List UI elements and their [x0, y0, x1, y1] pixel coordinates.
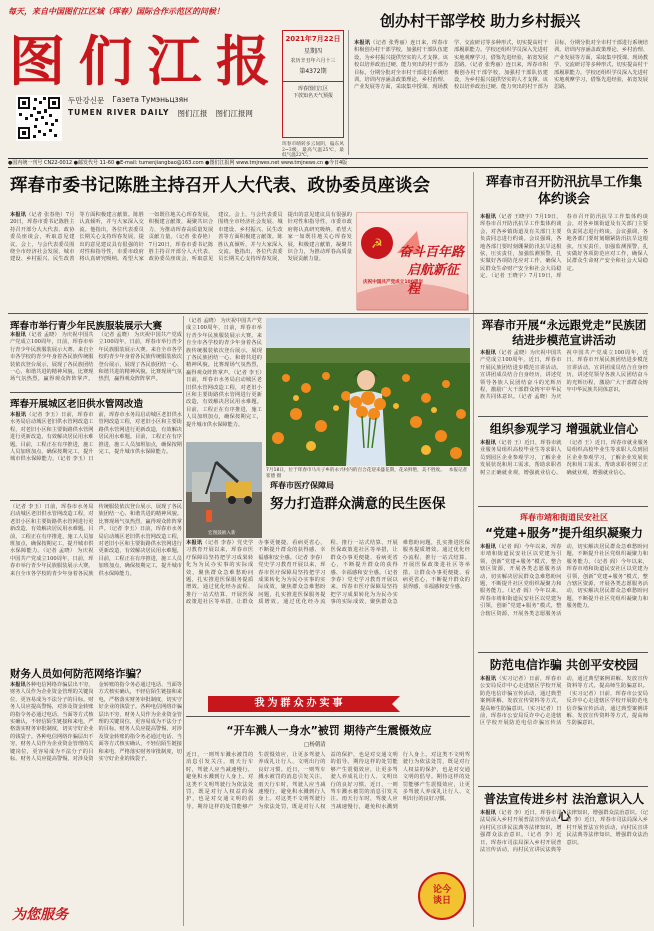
center-headline: 努力打造群众满意的民生医保: [270, 496, 446, 512]
sub-cn2: 图们江报网: [215, 109, 253, 118]
title-char: 报: [215, 29, 270, 93]
water-pipe-body: 本报讯（记者 李玉）日前，珲春市水务局启动城区老旧供水管网改造工程，对老旧小区和主要街路供水管网进行更新改造，有效解决居民用水难题。目前，工程正在有序推进，施工人员加班加点，确保按期完工，提升城市供水保障能力。（记者 李玉）日前，珲春市水务局启动城区老旧供水管网改造工程，对老旧小区和主要街路供水管网进行更新改造，有效解决居民用水难题。目前，工程正在有序推进，施工人员加班加点，确保按期完工，提升城市供水保障能力。: [10, 412, 182, 463]
commentary-stamp: 论今谈日: [418, 872, 466, 920]
finance-headline: 财务人员如何防范网络诈骗？: [10, 668, 147, 680]
masthead-title: [10, 30, 270, 92]
right1-body: 本报讯（记者 王晓宇）7月19日，珲春市召开防汛抗旱工作集体约谈会，对各乡镇街道及有关部门主要负责同志进行约谈。会议强调，各地各部门要时刻绷紧防汛抗旱这根弦，压实责任，加强监测预警，扎实做好各项防范应对工作，确保人民群众生命财产安全和社会大局稳定。（记者 王晓宇）7月19日，珲春市召开防汛抗旱工作集体约谈会，对各乡镇街道及有关部门主要负责同志进行约谈。会议强调，各地各部门要时刻绷紧防汛抗旱这根弦，压实责任，加强监测预警，扎实做好各项防范应对工作，确保人民群众生命财产安全和社会大局稳定。: [480, 214, 648, 280]
issue-date: 2021年7月22日: [285, 35, 341, 43]
right6-body: 本报讯（记者 李）近日，珲春市司法局深入乡村开展普法宣传活动，向村民宣讲民法典等法律知识，增强群众法治意识。（记者 李）近日，珲春市司法局深入乡村开展普法宣传活动，向村民宣讲民法典等法律知识，增强群众法治意识。（记者 李）近日，珲春市司法局深入乡村开展普法宣传活动，向村民宣讲民法典等法律知识，增强群众法治意识。: [480, 810, 648, 854]
date-block: [282, 30, 344, 138]
sub-en: TUMEN RIVER DAILY: [68, 108, 170, 117]
right5-body: 本报讯（实习记者）日前，珲春市公安局反诈中心走进辖区学校开展防范电信诈骗宣传活动，通过典型案例讲解、发放宣传资料等方式，提高师生防骗意识。（实习记者）日前，珲春市公安局反诈中心走进辖区学校开展防范电信诈骗宣传活动，通过典型案例讲解、发放宣传资料等方式，提高师生防骗意识。（实习记者）日前，珲春市公安局反诈中心走进辖区学校开展防范电信诈骗宣传活动，通过典型案例讲解、发放宣传资料等方式，提高师生防骗意识。: [480, 676, 648, 727]
right4-headline: “党建+服务”提升组织凝聚力: [485, 526, 643, 540]
ad-line-2: 启航新征程: [407, 263, 460, 297]
construction-photo: [186, 442, 262, 538]
finance-top-body: （记者 李玉）日前，珲春市水务局启动城区老旧供水管网改造工程，对老旧小区和主要街路供水管网进行更新改造，有效解决居民用水难题。目前，工程正在有序推进，施工人员加班加点，确保按期完工，提升城市供水保障能力。（记者 孟晓） 为庆祝中国共产党成立100周年，日前，珲春市举行青少年民族服装展示大赛。来自全市各学校的青少年身着各民族传统服装依次登台展示，展现了各民族团结一心、和谐共进的精神风貌。比赛现场气氛热烈，赢得观众阵阵掌声。（记者 李玉）日前，珲春市水务局启动城区老旧供水管网改造工程，对老旧小区和主要街路供水管网进行更新改造，有效解决居民用水难题。目前，工程正在有序推进，施工人员加班加点，确保按期完工，提升城市供水保障能力。: [10, 504, 182, 577]
right6-headline: 普法宣传进乡村 法治意识入人心: [483, 792, 645, 823]
top-right-headline: 创办村干部学校 助力乡村振兴: [380, 12, 581, 30]
right5-headline: 防范电信诈骗 共创平安校园: [489, 658, 639, 672]
right4-body: 本报讯（记者 阎）今年以来，珲春市靖和街道民安社区以党建为引领，创新“党建+服务”模式，整合辖区资源，开展各类志愿服务活动，切实解决居民群众急难愁盼问题，不断提升社区党组织凝聚力和服务能力。（记者 阎）今年以来，珲春市靖和街道民安社区以党建为引领，创新“党建+服务”模式，整合辖区资源，开展各类志愿服务活动，切实解决居民群众急难愁盼问题，不断提升社区党组织凝聚力和服务能力。（记者 阎）今年以来，珲春市靖和街道民安社区以党建为引领，创新“党建+服务”模式，整合辖区资源，开展各类志愿服务活动，切实解决居民群众急难愁盼问题，不断提升社区党组织凝聚力和服务能力。: [480, 544, 648, 617]
banner-tail: [392, 696, 400, 712]
finance-body: 本报讯各种电信网络诈骗层出不穷，财务人员作为企业资金管理的关键岗位，更容易成为不法分子的目标。财务人员应提高警惕，对涉及资金转账的指令务必通过电话、当面等方式核实确认，不轻信陌生链接和来电，严格落实财务审批制度，切实守好企业的钱袋子。各种电信网络诈骗层出不穷，财务人员作为企业资金管理的关键岗位，更容易成为不法分子的目标。财务人员应提高警惕，对涉及资金转账的指令务必通过电话、当面等方式核实确认，不轻信陌生链接和来电，严格落实财务审批制度，切实守好企业的钱袋子。各种电信网络诈骗层出不穷，财务人员作为企业资金管理的关键岗位，更容易成为不法分子的目标。财务人员应提高警惕，对涉及资金转账的指令务必通过电话、当面等方式核实确认，不轻信陌生链接和来电，严格落实财务审批制度，切实守好企业的钱袋子。: [10, 682, 182, 763]
info-strip: ●国内统一刊号 CN22-0012 ●邮发代号 11-60 ●E-mail: tumenjiangbao@163.com ●图们江报网 www.tmjrwes.net www.tmjnews.cn ●今日4版: [8, 158, 648, 168]
masthead-subtitles: [68, 95, 278, 119]
title-char: 江: [147, 29, 202, 93]
title-char: 们: [78, 29, 133, 93]
center-body: 本报讯（记者 李春）党史学习教育开展以来，珲春市医疗保障局坚持把学习成果转化为为民办实事的实际成效，聚焦群众急难愁盼问题，扎实推进医保服务提质增效。通过优化经办流程、推行一站式结算、开展医保政策进社区等举措，让群众办事更便捷、看病更省心，不断提升群众的获得感、幸福感和安全感。（记者 李春）党史学习教育开展以来，珲春市医疗保障局坚持把学习成果转化为为民办实事的实际成效，聚焦群众急难愁盼问题，扎实推进医保服务提质增效。通过优化经办流程、推行一站式结算、开展医保政策进社区等举措，让群众办事更便捷、看病更省心，不断提升群众的获得感、幸福感和安全感。（记者 李春）党史学习教育开展以来，珲春市医疗保障局坚持把学习成果转化为为民办实事的实际成效，聚焦群众急难愁盼问题，扎实推进医保服务提质增效。通过优化经办流程、推行一站式结算、开展医保政策进社区等举措，让群众办事更便捷、看病更省心，不断提升群众的获得感、幸福感和安全感。: [186, 540, 470, 606]
right4-kicker: 珲春市靖和街道民安社区: [520, 513, 608, 522]
right3-body: 本报讯（记者 王）近日，珲春市就业服务局组织高校毕业生等求职人员到园区企业参观学习，了解企业发展状况和用工需求，帮助求职者树立正确就业观，增强就业信心。（记者 王）近日，珲春市就业服务局组织高校毕业生等求职人员到园区企业参观学习，了解企业发展状况和用工需求，帮助求职者树立正确就业观，增强就业信心。: [480, 440, 648, 476]
small-caption: 宏图鼓励入新: [208, 531, 236, 536]
issue-weekday: 星期四: [303, 48, 322, 55]
issue-publisher: 珲春图们江区 下放知名天气预报: [283, 81, 343, 99]
sub-ru: Газета Тумэньцзян: [112, 95, 188, 104]
service-banner: 我为群众办实事: [208, 696, 392, 712]
sub-kr: 두만강신문: [68, 96, 105, 105]
ad-line-1: 奋斗百年路: [399, 245, 465, 260]
photo-credit: 本报记者 崔德 摄: [266, 468, 468, 479]
water-pipe-headline: 珲春开展城区老旧供水管网改造: [10, 399, 144, 410]
issue-lunar: 农历辛丑年六月十三: [290, 58, 336, 64]
right2-body: 本报讯（记者 孟晓）为庆祝中国共产党成立100周年，近日，珲春市开展民族团结进步模范宣讲活动。宣讲团成员结合自身经历，讲述党领导各族人民团结奋斗的光辉历程，激励广大干部群众铸牢中华民族共同体意识。（记者 孟晓）为庆祝中国共产党成立100周年，近日，珲春市开展民族团结进步模范宣讲活动。宣讲团成员结合自身经历，讲述党领导各族人民团结奋斗的光辉历程，激励广大干部群众铸牢中华民族共同体意识。: [480, 350, 648, 401]
qr-code-icon: [16, 95, 62, 141]
right1-headline: 珲春市召开防汛抗旱工作集体约谈会: [485, 175, 642, 207]
title-char: 图: [8, 29, 66, 93]
youth-costume-continued: （记者 孟晓） 为庆祝中国共产党成立100周年，日前，珲春市举行青少年民族服装展示大赛。来自全市各学校的青少年身着各民族传统服装依次登台展示，展现了各民族团结一心、和谐共进的精神风貌。比赛现场气氛热烈，赢得观众阵阵掌声。（记者 李玉）日前，珲春市水务局启动城区老旧供水管网改造工程，对老旧小区和主要街路供水管网进行更新改造，有效解决居民用水难题。目前，工程正在有序推进，施工人员加班加点，确保按期完工，提升城市供水保障能力。: [186, 318, 262, 428]
lead-headline: 珲春市委书记陈胜主持召开人大代表、政协委员座谈会: [10, 176, 430, 196]
party-anniversary-ad: [356, 212, 468, 310]
ad-small: 庆祝中国共产党成立100周年: [363, 280, 424, 285]
commentary-body: 近日，一则驾车溅水被罚的消息引发关注。雨天行车时，驾驶人应当减速慢行，避免积水溅到行人身上。对这类不文明驾驶行为依法处罚，既是对行人权益的保护，也是对交通文明的倡导。期待这样的处罚能够产生震慑效应，让更多驾驶人养成礼让行人、文明出行的良好习惯。近日，一则驾车溅水被罚的消息引发关注。雨天行车时，驾驶人应当减速慢行，避免积水溅到行人身上。对这类不文明驾驶行为依法处罚，既是对行人权益的保护，也是对交通文明的倡导。期待这样的处罚能够产生震慑效应，让更多驾驶人养成礼让行人、文明出行的良好习惯。近日，一则驾车溅水被罚的消息引发关注。雨天行车时，驾驶人应当减速慢行，避免积水溅到行人身上。对这类不文明驾驶行为依法处罚，既是对行人权益的保护，也是对交通文明的倡导。期待这样的处罚能够产生震慑效应，让更多驾驶人养成礼让行人、文明出行的良好习惯。: [186, 752, 470, 810]
top-right-body: 本报讯（记者 张秀丽）连日来，珲春市积极创办村干部学校，加强村干部队伍建设，为乡村振兴提供坚实的人才支撑。该校以培养政治过硬、能力突出的村干部为目标，分期分批对全市村干部进行系统培训。培训内容涵盖政策理论、乡村治理、产业发展等方面，采取集中授课、现场教学、交流研讨等多种形式，切实提高村干部履职能力。学校还组织学员深入先进村实地观摩学习，借鉴先进经验，拓宽发展思路。（记者 张秀丽）连日来，珲春市积极创办村干部学校，加强村干部队伍建设，为乡村振兴提供坚实的人才支撑。该校以培养政治过硬、能力突出的村干部为目标，分期分批对全市村干部进行系统培训。培训内容涵盖政策理论、乡村治理、产业发展等方面，采取集中授课、现场教学、交流研讨等多种形式，切实提高村干部履职能力。学校还组织学员深入先进村实地观摩学习，借鉴先进经验，拓宽发展思路。: [354, 40, 648, 91]
right2-headline: 珲春市开展“永远跟党走”民族团结进步模范宣讲活动: [481, 318, 647, 347]
photo-caption: 7月18日，位于珲春市马川子乡的永兴村内的百合花迎来盛花期，花朵鲜艳，美不胜收。 本报记者 崔德 摄: [266, 468, 468, 479]
lily-field-photo: [266, 318, 470, 466]
commentary-author: □杨朝清: [304, 742, 326, 748]
commentary-headline: “开车溅人一身水”被罚 期待产生震慑效应: [226, 724, 432, 737]
right3-headline: 组织参观学习 增强就业信心: [489, 422, 639, 436]
youth-costume-headline: 珲春市举行青少年民族服装展示大赛: [10, 321, 163, 332]
lead-body: 本报讯（记者 张春艳）7月20日，珲春市委书记陈胜主持召开部分人大代表、政协委员座谈会，听取意见建议。会上，与会代表委员围绕全市经济社会发展、城市建设、乡村振兴、民生改善等方面积极建言献策。陈胜认真倾听，并与大家深入交流。他指出，各位代表委员长期关心支持珲春发展，提出的意见建议具有很强的针对性和指导性，市委市政府将认真研究吸纳。希望大家一如既往地关心珲春发展，积极建言献策，凝聚共识合力，为推动珲春高质量发展贡献力量。（记者 张春艳）7月20日，珲春市委书记陈胜主持召开部分人大代表、政协委员座谈会，听取意见建议。会上，与会代表委员围绕全市经济社会发展、城市建设、乡村振兴、民生改善等方面积极建言献策。陈胜认真倾听，并与大家深入交流。他指出，各位代表委员长期关心支持珲春发展，提出的意见建议具有很强的针对性和指导性，市委市政府将认真研究吸纳。希望大家一如既往地关心珲春发展，积极建言献策，凝聚共识合力，为推动珲春高质量发展贡献力量。: [10, 212, 352, 263]
issue-number: 第4372期: [299, 68, 327, 75]
masthead-slogan: 每天，来自中国图们江区域（珲春）国际合作示范区的问候！: [8, 7, 224, 16]
sub-cn: 图们江报: [177, 109, 208, 118]
youth-costume-body: 本报讯（记者 孟晓） 为庆祝中国共产党成立100周年，日前，珲春市举行青少年民族服装展示大赛。来自全市各学校的青少年身着各民族传统服装依次登台展示，展现了各民族团结一心、和谐共进的精神风貌。比赛现场气氛热烈，赢得观众阵阵掌声。（记者 孟晓） 为庆祝中国共产党成立100周年，日前，珲春市举行青少年民族服装展示大赛。来自全市各学校的青少年身着各民族传统服装依次登台展示，展现了各民族团结一心、和谐共进的精神风貌。比赛现场气氛热烈，赢得观众阵阵掌声。: [10, 332, 182, 383]
svg-text:☭: ☭: [371, 237, 383, 252]
center-kicker: 珲春市医疗保障局: [270, 481, 334, 490]
footer-logo: 为您服务: [12, 907, 68, 923]
weather-box: 珲春市晴转多云间阴，偏东风2~3级，最高气温25℃，最低气温22℃。: [282, 142, 344, 158]
